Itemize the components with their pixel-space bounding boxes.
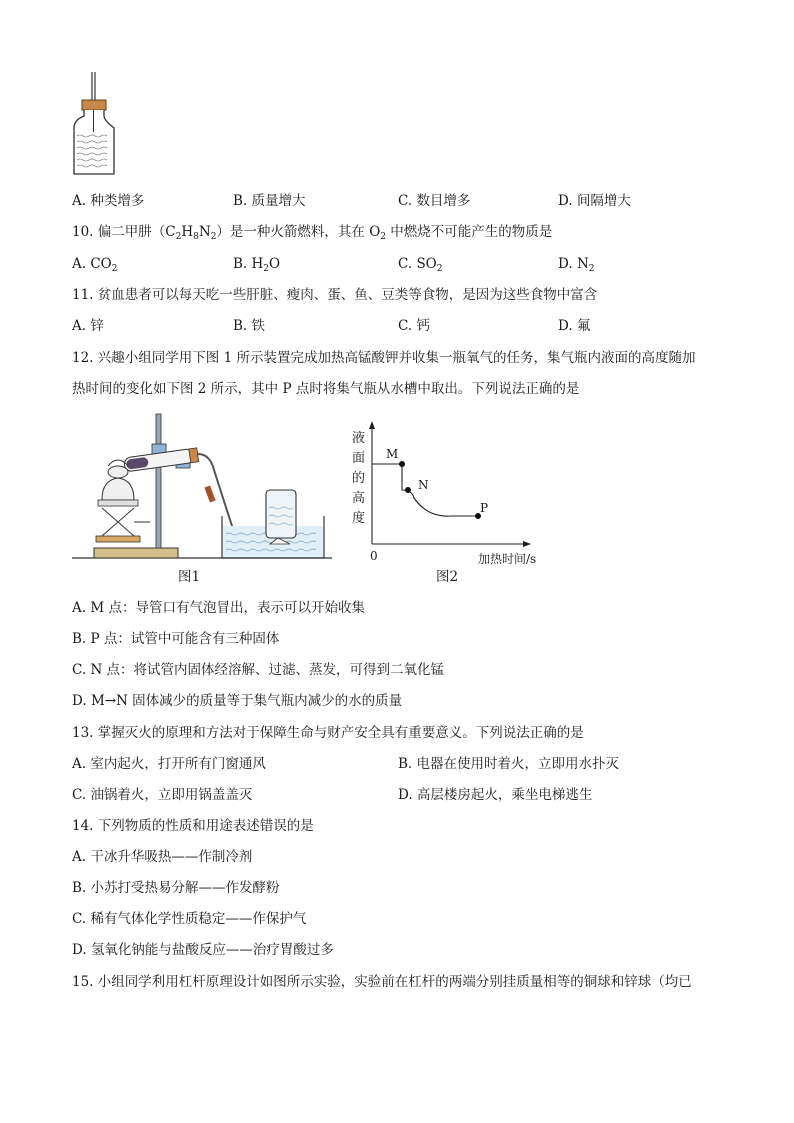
q13-option-b: B. 电器在使用时着火，立即用水扑灭 (398, 756, 620, 772)
q10-option-d: D. $N_2$ (558, 256, 595, 274)
q11-option-d: D. 氟 (558, 318, 591, 334)
fig1-caption: 图1 (178, 569, 201, 585)
point-m-label: M (386, 447, 399, 461)
q14-option-b: B. 小苏打受热易分解——作发酵粉 (72, 880, 280, 896)
graph-ylabel-char: 的 (352, 471, 366, 486)
graph-origin: 0 (370, 549, 378, 563)
q9-option-b: B. 质量增大 (233, 193, 306, 209)
q14-option-c: C. 稀有气体化学性质稳定——作保护气 (72, 911, 307, 927)
q10-option-b: B. $H_2O$ (233, 256, 281, 274)
fig2-graph (340, 418, 560, 568)
q12-stem-line2: 热时间的变化如下图 2 所示，其中 P 点时将集气瓶从水槽中取出。下列说法正确的是 (72, 381, 580, 397)
q13-option-a: A. 室内起火，打开所有门窗通风 (72, 756, 266, 772)
q12-option-a: A. M 点：导管口有气泡冒出，表示可以开始收集 (72, 600, 365, 616)
point-m (399, 461, 405, 467)
q13-option-d: D. 高层楼房起火，乘坐电梯逃生 (398, 787, 593, 803)
q15-stem: 15. 小组同学利用杠杆原理设计如图所示实验，实验前在杠杆的两端分别挂质量相等的铜球和锌球（均已 (72, 974, 692, 990)
q9-option-a: A. 种类增多 (72, 193, 145, 209)
point-n (405, 487, 411, 493)
point-p-label: P (480, 501, 489, 515)
q10-option-a: A. $CO_2$ (72, 256, 118, 274)
q14-option-a: A. 干冰升华吸热——作制冷剂 (72, 849, 253, 865)
graph-ylabel-char: 面 (352, 451, 366, 466)
q11-option-c: C. 钙 (398, 318, 430, 334)
point-n-label: N (418, 478, 429, 492)
graph-ylabel-char: 液 (352, 431, 366, 446)
graph-xlabel: 加热时间/s (478, 552, 537, 566)
q12-option-d: D. M→N 固体减少的质量等于集气瓶内减少的水的质量 (72, 693, 403, 709)
q9-option-d: D. 间隔增大 (558, 193, 631, 209)
q14-stem: 14. 下列物质的性质和用途表述错误的是 (72, 818, 314, 834)
graph-ylabel-char: 高 (352, 491, 366, 506)
q13-option-c: C. 油锅着火，立即用锅盖盖灭 (72, 787, 253, 803)
q13-stem: 13. 掌握灭火的原理和方法对于保障生命与财产安全具有重要意义。下列说法正确的是 (72, 725, 584, 741)
q10-option-c: C. $SO_2$ (398, 256, 443, 274)
fig2-caption: 图2 (436, 569, 459, 585)
q9-option-c: C. 数目增多 (398, 193, 471, 209)
q10-stem: 10. 偏二甲肼$(C_2H_8N_2)$是一种火箭燃料，其在 $O_2$ 中燃烧不可能产生的物质是 (72, 224, 553, 242)
q11-option-b: B. 铁 (233, 318, 266, 334)
fig1-apparatus (72, 408, 332, 568)
q11-option-a: A. 锌 (72, 318, 104, 334)
graph-ylabel-char: 度 (352, 511, 366, 526)
q12-stem-line1: 12. 兴趣小组同学用下图 1 所示装置完成加热高锰酸钾并收集一瓶氧气的任务，集气瓶内液面的高度随加 (72, 350, 696, 366)
q12-option-b: B. P 点：试管中可能含有三种固体 (72, 631, 280, 647)
q14-option-d: D. 氢氧化钠能与盐酸反应——治疗胃酸过多 (72, 942, 334, 958)
bottle-figure (64, 70, 124, 180)
q11-stem: 11. 贫血患者可以每天吃一些肝脏、瘦肉、蛋、鱼、豆类等食物，是因为这些食物中富含 (72, 287, 598, 303)
q12-option-c: C. N 点：将试管内固体经溶解、过滤、蒸发，可得到二氧化锰 (72, 662, 445, 678)
